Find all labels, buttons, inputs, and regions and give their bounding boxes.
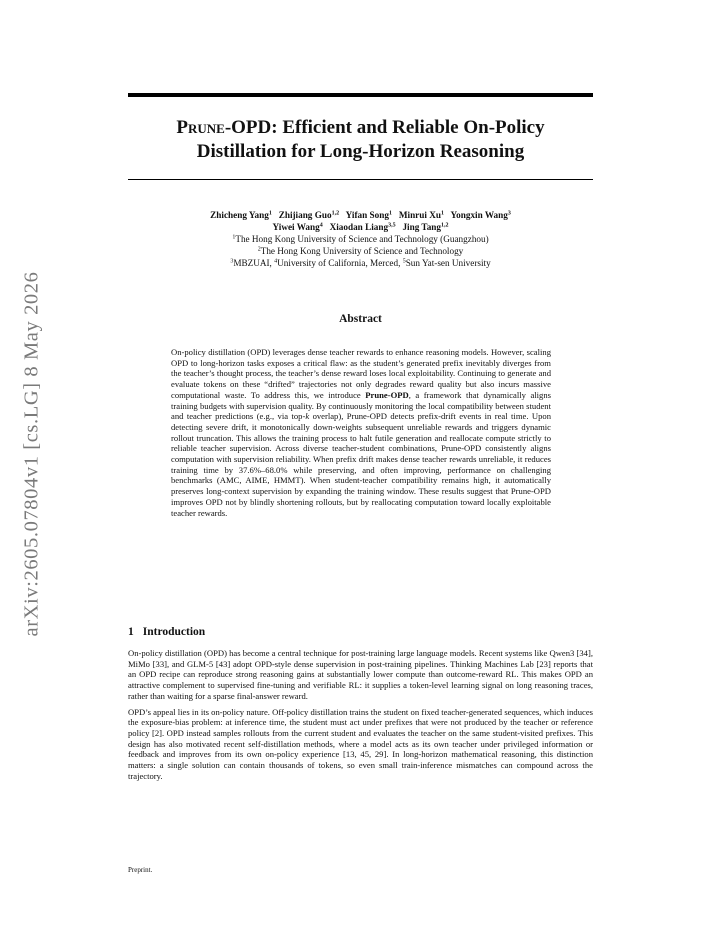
section-heading-introduction [128,626,205,638]
introduction-body [128,648,593,786]
method-name: Prune-OPD [365,389,409,400]
author: Yiwei Wang$^4$ [272,222,323,232]
arxiv-identifier [14,258,50,650]
affiliation-3-5: $^3$MBZUAI, $^4$University of California, Merced, $^5$Sun Yat-sen University [230,258,491,268]
abstract-heading: Abstract [339,313,382,325]
author-names [128,209,593,233]
arxiv-identifier-text: arXiv:2605.07804v1 [cs.LG] 8 May 2026 [20,271,43,637]
abstract-body: On-policy distillation (OPD) leverages dense teacher rewards to enhance reasoning models. However, scaling OPD to long-horizon tasks exposes a critical flaw: as the student’s generated prefix inevitably diverges from the teacher’s thought process, the teacher’s dense reward loses local exploitability. Continuing to generate and evaluate tokens on these “drifted” trajectories not only degrades reward quality but also incurs massive computational waste. To address this, we introduce Prune-OPD, a framework that dynamically aligns training budgets with supervision quality. By continuously monitoring the local compatibility between student and teacher predictions (e.g., via top-k overlap), Prune-OPD detects prefix-drift events in real time. Upon detecting severe drift, it monotonically down-weights subsequent unreliable rewards and triggers dynamic rollout truncation. This allows the training process to halt futile generation and reallocate compute strictly to reliable teacher supervision. Across diverse teacher-student combinations, Prune-OPD consistently aligns computation with supervision reliability. When prefix drift makes dense teacher rewards unreliable, it reduces training time by 37.6%–68.0% while preserving, and often improving, performance on challenging benchmarks (AMC, AIME, HMMT). When student-teacher compatibility remains high, it automatically preserves long-context supervision by expanding the training window. These results suggest that Prune-OPD improves OPD not by blindly shortening rollouts, but by reallocating computation toward locally exploitable teacher rewards. [171,347,551,518]
section-number: 1 [128,626,134,638]
footer-note: Preprint. [128,866,153,874]
paper-title [128,116,593,164]
author: Minrui Xu$^1$ [398,210,444,220]
author: Zhijiang Guo$^{1,2}$ [278,210,340,220]
title-line1-rest: -OPD: Efficient and Reliable On-Policy [224,117,545,138]
affiliation-2: $^2$The Hong Kong University of Science and Technology [257,246,464,256]
title-top-rule [128,93,593,97]
title-bottom-rule [128,179,593,180]
title-line2: Distillation for Long-Horizon Reasoning [196,141,525,162]
paragraph: On-policy distillation (OPD) has become a central technique for post-training large language models. Recent systems like Qwen3 [34], MiMo [33], and GLM-5 [43] adopt OPD-style dense supervision in post-training pipelines. Thinking Machines Lab [23] reports that an OPD recipe can reproduce strong reasoning gains at substantially lower compute than outcome-reward RL. This makes OPD an attractive complement to supervised fine-tuning and verifiable RL: it supplies a token-level learning signal on long reasoning traces, rather than waiting for a sparse final-answer reward. [128,648,593,701]
affiliation-1: $^1$The Hong Kong University of Science and Technology (Guangzhou) [232,234,489,244]
section-title: Introduction [142,626,206,638]
author: Yongxin Wang$^3$ [450,210,511,220]
paragraph: OPD’s appeal lies in its on-policy nature. Off-policy distillation trains the student on fixed teacher-generated sequences, which induces the exposure-bias problem: at inference time, the student must act under prefixes that were not produced by the teacher or reference policy [2]. OPD instead samples rollouts from the current student and evaluates the teacher on the same student-visited prefixes. This design has also motivated recent self-distillation methods, where a model acts as its own teacher under privileged information or feedback and improves from its own on-policy experience [13, 45, 29]. In long-horizon mathematical reasoning, this distinction matters: a single solution can contain thousands of tokens, so even small train-inference mismatches can compound across the trajectory. [128,706,593,781]
author: Zhicheng Yang$^1$ [210,210,272,220]
author: Xiaodan Liang$^{3,5}$ [329,222,396,232]
author-block [128,209,593,269]
author: Jing Tang$^{1,2}$ [402,222,449,232]
author: Yifan Song$^1$ [345,210,392,220]
title-smallcaps: Prune [176,117,225,138]
